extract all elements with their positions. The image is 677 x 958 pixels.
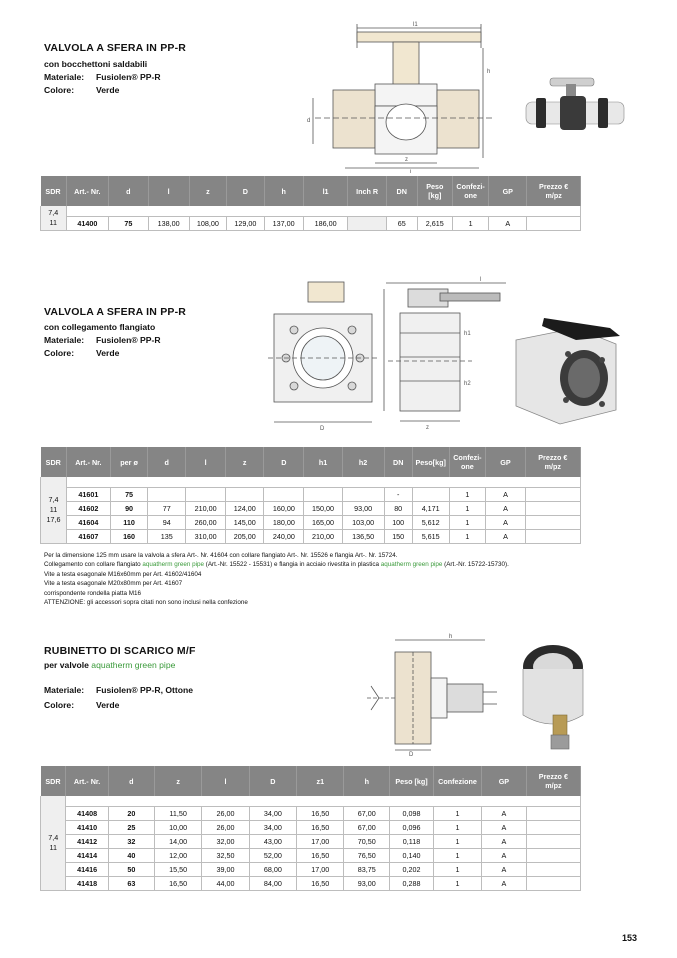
cell (525, 502, 580, 516)
col-header: Prezzo € m/pz (525, 447, 580, 477)
color-label: Colore: (44, 85, 75, 95)
col-header: l (202, 766, 249, 796)
sdr-cell: 7,4 11 (41, 796, 66, 891)
cell: 10,00 (154, 821, 201, 835)
flanged-valve-side-drawing (380, 275, 510, 435)
cell: 0,288 (390, 877, 434, 891)
section1-title: VALVOLA A SFERA IN PP-R (44, 42, 187, 54)
col-header: Peso [kg] (417, 176, 452, 206)
col-header: d (148, 447, 186, 477)
table-header-row (41, 176, 581, 206)
cell: 186,00 (303, 217, 348, 231)
cell: 26,00 (202, 807, 249, 821)
color-label: Colore: (44, 700, 75, 710)
label-D: D (409, 752, 414, 757)
col-header: D (264, 447, 304, 477)
art-nr: 41604 (67, 516, 111, 530)
note: Vite a testa esagonale M16x60mm per Art. 41602/41604 (44, 570, 202, 578)
section3-material-info (44, 684, 193, 712)
section1-subtitle: con bocchettoni saldabili (44, 59, 148, 69)
cell: 32,00 (202, 835, 249, 849)
section2-table (40, 447, 581, 544)
section1-table (40, 176, 581, 231)
ball-valve-weld-photo (520, 70, 630, 145)
note: Vite a testa esagonale M20x80mm per Art. 41607 (44, 580, 183, 588)
note (44, 560, 624, 569)
section2-title: VALVOLA A SFERA IN PP-R (44, 306, 187, 318)
art-nr: 41410 (66, 821, 108, 835)
cell: 93,00 (342, 502, 384, 516)
art-nr: 41400 (66, 217, 109, 231)
section3-table (40, 766, 581, 891)
cell (348, 217, 386, 231)
cell: 0,118 (390, 835, 434, 849)
cell: A (482, 849, 527, 863)
cell: 137,00 (264, 217, 303, 231)
section2-info (44, 321, 161, 360)
material-label: Materiale: (44, 685, 85, 695)
cell (526, 807, 580, 821)
col-header: d (108, 766, 154, 796)
col-header: Art.- Nr. (66, 766, 108, 796)
cell: 40 (108, 849, 154, 863)
material-value: Fusiolen® PP-R, Ottone (96, 685, 194, 695)
cell: 11,50 (154, 807, 201, 821)
art-nr: 41412 (66, 835, 108, 849)
drain-cock-photo (515, 637, 605, 757)
material-label: Materiale: (44, 335, 85, 345)
drain-cock-drawing (365, 632, 500, 757)
cell: 76,50 (344, 849, 390, 863)
col-header: Confezione (433, 766, 481, 796)
col-header: l1 (303, 176, 348, 206)
cell: 1 (449, 516, 486, 530)
cell: 1 (433, 849, 481, 863)
cell (525, 488, 580, 502)
page-number: 153 (622, 933, 638, 943)
col-header: Inch R (348, 176, 386, 206)
cell: 44,00 (202, 877, 249, 891)
section2-notes (44, 551, 624, 607)
cell: 1 (433, 835, 481, 849)
label-l: l (410, 170, 412, 173)
art-nr: 41418 (66, 877, 108, 891)
table-row (41, 877, 581, 891)
cell: 63 (108, 877, 154, 891)
label-z: z (405, 157, 408, 163)
col-header: per ø (110, 447, 148, 477)
cell: 0,202 (390, 863, 434, 877)
material-label: Materiale: (44, 72, 85, 82)
art-nr: 41607 (67, 530, 111, 544)
label-D: D (320, 426, 325, 432)
label-h: h (487, 69, 491, 75)
cell: 1 (449, 530, 486, 544)
col-header: Confezi- one (449, 447, 486, 477)
cell: 1 (433, 807, 481, 821)
cell: 16,50 (297, 849, 344, 863)
cell (412, 488, 449, 502)
table-row (41, 835, 581, 849)
sdr-cell: 7,4 11 17,6 (41, 477, 67, 544)
col-header: Prezzo € m/pz (527, 176, 581, 206)
brand-text: aquatherm green pipe (91, 660, 176, 670)
label-l: l (480, 277, 482, 283)
col-header: h2 (342, 447, 384, 477)
label-l1: l1 (413, 22, 418, 28)
cell (526, 849, 580, 863)
cell: 15,50 (154, 863, 201, 877)
cell: 165,00 (304, 516, 342, 530)
cell (526, 821, 580, 835)
color-value: Verde (96, 348, 120, 358)
col-header: Confezi- one (452, 176, 488, 206)
cell: - (384, 488, 412, 502)
col-header: l (186, 447, 226, 477)
label-h: h (449, 634, 453, 640)
col-header: d (109, 176, 149, 206)
cell (264, 488, 304, 502)
table-row (41, 516, 581, 530)
cell: A (482, 835, 527, 849)
cell: A (482, 877, 527, 891)
cell: A (486, 516, 525, 530)
col-header: DN (384, 447, 412, 477)
table-row (41, 530, 581, 544)
col-header: SDR (41, 447, 67, 477)
table-header-row (41, 766, 581, 796)
cell (304, 488, 342, 502)
col-header: D (227, 176, 264, 206)
cell: 84,00 (249, 877, 296, 891)
cell: 205,00 (226, 530, 264, 544)
cell: 52,00 (249, 849, 296, 863)
cell: 34,00 (249, 821, 296, 835)
col-header: Peso [kg] (390, 766, 434, 796)
cell: 150,00 (304, 502, 342, 516)
table-row (41, 863, 581, 877)
cell: 260,00 (186, 516, 226, 530)
cell: 17,00 (297, 835, 344, 849)
cell: 2,615 (417, 217, 452, 231)
col-header: DN (386, 176, 417, 206)
cell: 5,612 (412, 516, 449, 530)
table-row (41, 821, 581, 835)
cell: 0,098 (390, 807, 434, 821)
label-d: d (307, 118, 311, 124)
cell: 90 (110, 502, 148, 516)
col-header: z1 (297, 766, 344, 796)
col-header: h1 (304, 447, 342, 477)
table-row (41, 807, 581, 821)
note-text: Collegamento con collare flangiato (44, 561, 143, 569)
cell: 160,00 (264, 502, 304, 516)
cell: 39,00 (202, 863, 249, 877)
section1-info (44, 58, 161, 97)
cell: 210,00 (304, 530, 342, 544)
art-nr: 41408 (66, 807, 108, 821)
cell: 25 (108, 821, 154, 835)
note: ATTENZIONE: gli accessori sopra citati non sono inclusi nella confezione (44, 599, 248, 607)
note: Per la dimensione 125 mm usare la valvola a sfera Art-. Nr. 41604 con collare flangiato Art-. Nr. 15526 e flangia Art-. Nr. 15724. (44, 552, 398, 559)
cell: 32 (108, 835, 154, 849)
cell (526, 863, 580, 877)
cell: 1 (449, 488, 486, 502)
cell: A (489, 217, 527, 231)
cell: 75 (110, 488, 148, 502)
art-nr: 41416 (66, 863, 108, 877)
cell (148, 488, 186, 502)
cell: 180,00 (264, 516, 304, 530)
table-header-row (41, 447, 581, 477)
cell: 16,50 (154, 877, 201, 891)
art-nr: 41602 (67, 502, 111, 516)
color-value: Verde (96, 700, 120, 710)
cell: 83,75 (344, 863, 390, 877)
cell: 67,00 (344, 821, 390, 835)
cell: 68,00 (249, 863, 296, 877)
flanged-valve-front-drawing (268, 280, 378, 435)
cell: 1 (433, 863, 481, 877)
col-header: z (226, 447, 264, 477)
cell: 145,00 (226, 516, 264, 530)
cell: 100 (384, 516, 412, 530)
material-value: Fusiolen® PP-R (96, 72, 161, 82)
cell: 310,00 (186, 530, 226, 544)
art-nr: 41601 (67, 488, 111, 502)
cell: A (486, 530, 525, 544)
material-value: Fusiolen® PP-R (96, 335, 161, 345)
cell: A (482, 863, 527, 877)
cell: 135 (148, 530, 186, 544)
col-header: Peso[kg] (412, 447, 449, 477)
cell: A (486, 502, 525, 516)
table-row (41, 217, 581, 231)
ball-valve-weld-drawing (305, 18, 500, 173)
cell: 1 (452, 217, 488, 231)
cell (525, 530, 580, 544)
cell: 16,50 (297, 821, 344, 835)
cell: 80 (384, 502, 412, 516)
cell: 210,00 (186, 502, 226, 516)
col-header: Art.- Nr. (66, 176, 109, 206)
col-header: GP (482, 766, 527, 796)
cell: 67,00 (344, 807, 390, 821)
cell: 0,140 (390, 849, 434, 863)
note-text: (Art.-Nr. 15522 - 15531) e flangia in acciaio rivestita in plastica (204, 561, 381, 569)
cell: 14,00 (154, 835, 201, 849)
cell: 17,00 (297, 863, 344, 877)
cell (526, 835, 580, 849)
cell: 12,00 (154, 849, 201, 863)
cell (525, 516, 580, 530)
label-h2: h2 (464, 381, 471, 387)
col-header: SDR (41, 766, 66, 796)
cell: 1 (433, 821, 481, 835)
table-row (41, 502, 581, 516)
cell (527, 217, 581, 231)
cell: A (486, 488, 525, 502)
cell: 160 (110, 530, 148, 544)
col-header: GP (486, 447, 525, 477)
label-h1: h1 (464, 331, 471, 337)
cell: 70,50 (344, 835, 390, 849)
cell: 1 (449, 502, 486, 516)
cell: 20 (108, 807, 154, 821)
brand-text: aquatherm green pipe (142, 561, 204, 569)
note-text: (Art.-Nr. 15722-15730). (442, 561, 509, 569)
section3-title: RUBINETTO DI SCARICO M/F (44, 645, 196, 657)
cell: 0,096 (390, 821, 434, 835)
col-header: z (154, 766, 201, 796)
color-value: Verde (96, 85, 120, 95)
cell (226, 488, 264, 502)
cell: 16,50 (297, 877, 344, 891)
table-row (41, 849, 581, 863)
cell (526, 877, 580, 891)
cell: 240,00 (264, 530, 304, 544)
col-header: Art.- Nr. (67, 447, 111, 477)
brand-text: aquatherm green pipe (380, 561, 443, 569)
col-header: h (264, 176, 303, 206)
cell: 110 (110, 516, 148, 530)
cell: 136,50 (342, 530, 384, 544)
cell: 94 (148, 516, 186, 530)
note: corrispondente rondella piatta M16 (44, 589, 141, 597)
cell: 75 (109, 217, 149, 231)
cell: A (482, 821, 527, 835)
cell: 65 (386, 217, 417, 231)
cell: 129,00 (227, 217, 264, 231)
cell: 150 (384, 530, 412, 544)
sdr-cell: 7,4 11 (41, 206, 67, 231)
cell: A (482, 807, 527, 821)
cell: 43,00 (249, 835, 296, 849)
section3-subtitle: per valvole (44, 660, 89, 670)
label-z: z (426, 425, 429, 431)
col-header: GP (489, 176, 527, 206)
col-header: Prezzo € m/pz (526, 766, 580, 796)
section3-info (44, 659, 175, 672)
cell: 34,00 (249, 807, 296, 821)
section2-subtitle: con collegamento flangiato (44, 322, 156, 332)
col-header: h (344, 766, 390, 796)
cell: 26,00 (202, 821, 249, 835)
cell: 16,50 (297, 807, 344, 821)
cell: 4,171 (412, 502, 449, 516)
cell: 108,00 (189, 217, 226, 231)
cell: 50 (108, 863, 154, 877)
art-nr: 41414 (66, 849, 108, 863)
col-header: z (189, 176, 226, 206)
cell: 77 (148, 502, 186, 516)
cell: 93,00 (344, 877, 390, 891)
cell: 124,00 (226, 502, 264, 516)
col-header: SDR (41, 176, 67, 206)
flanged-valve-photo (506, 300, 624, 430)
col-header: D (249, 766, 296, 796)
cell: 1 (433, 877, 481, 891)
cell: 103,00 (342, 516, 384, 530)
table-row (41, 488, 581, 502)
color-label: Colore: (44, 348, 75, 358)
cell (342, 488, 384, 502)
col-header: l (148, 176, 189, 206)
cell: 32,50 (202, 849, 249, 863)
cell (186, 488, 226, 502)
cell: 5,615 (412, 530, 449, 544)
cell: 138,00 (148, 217, 189, 231)
